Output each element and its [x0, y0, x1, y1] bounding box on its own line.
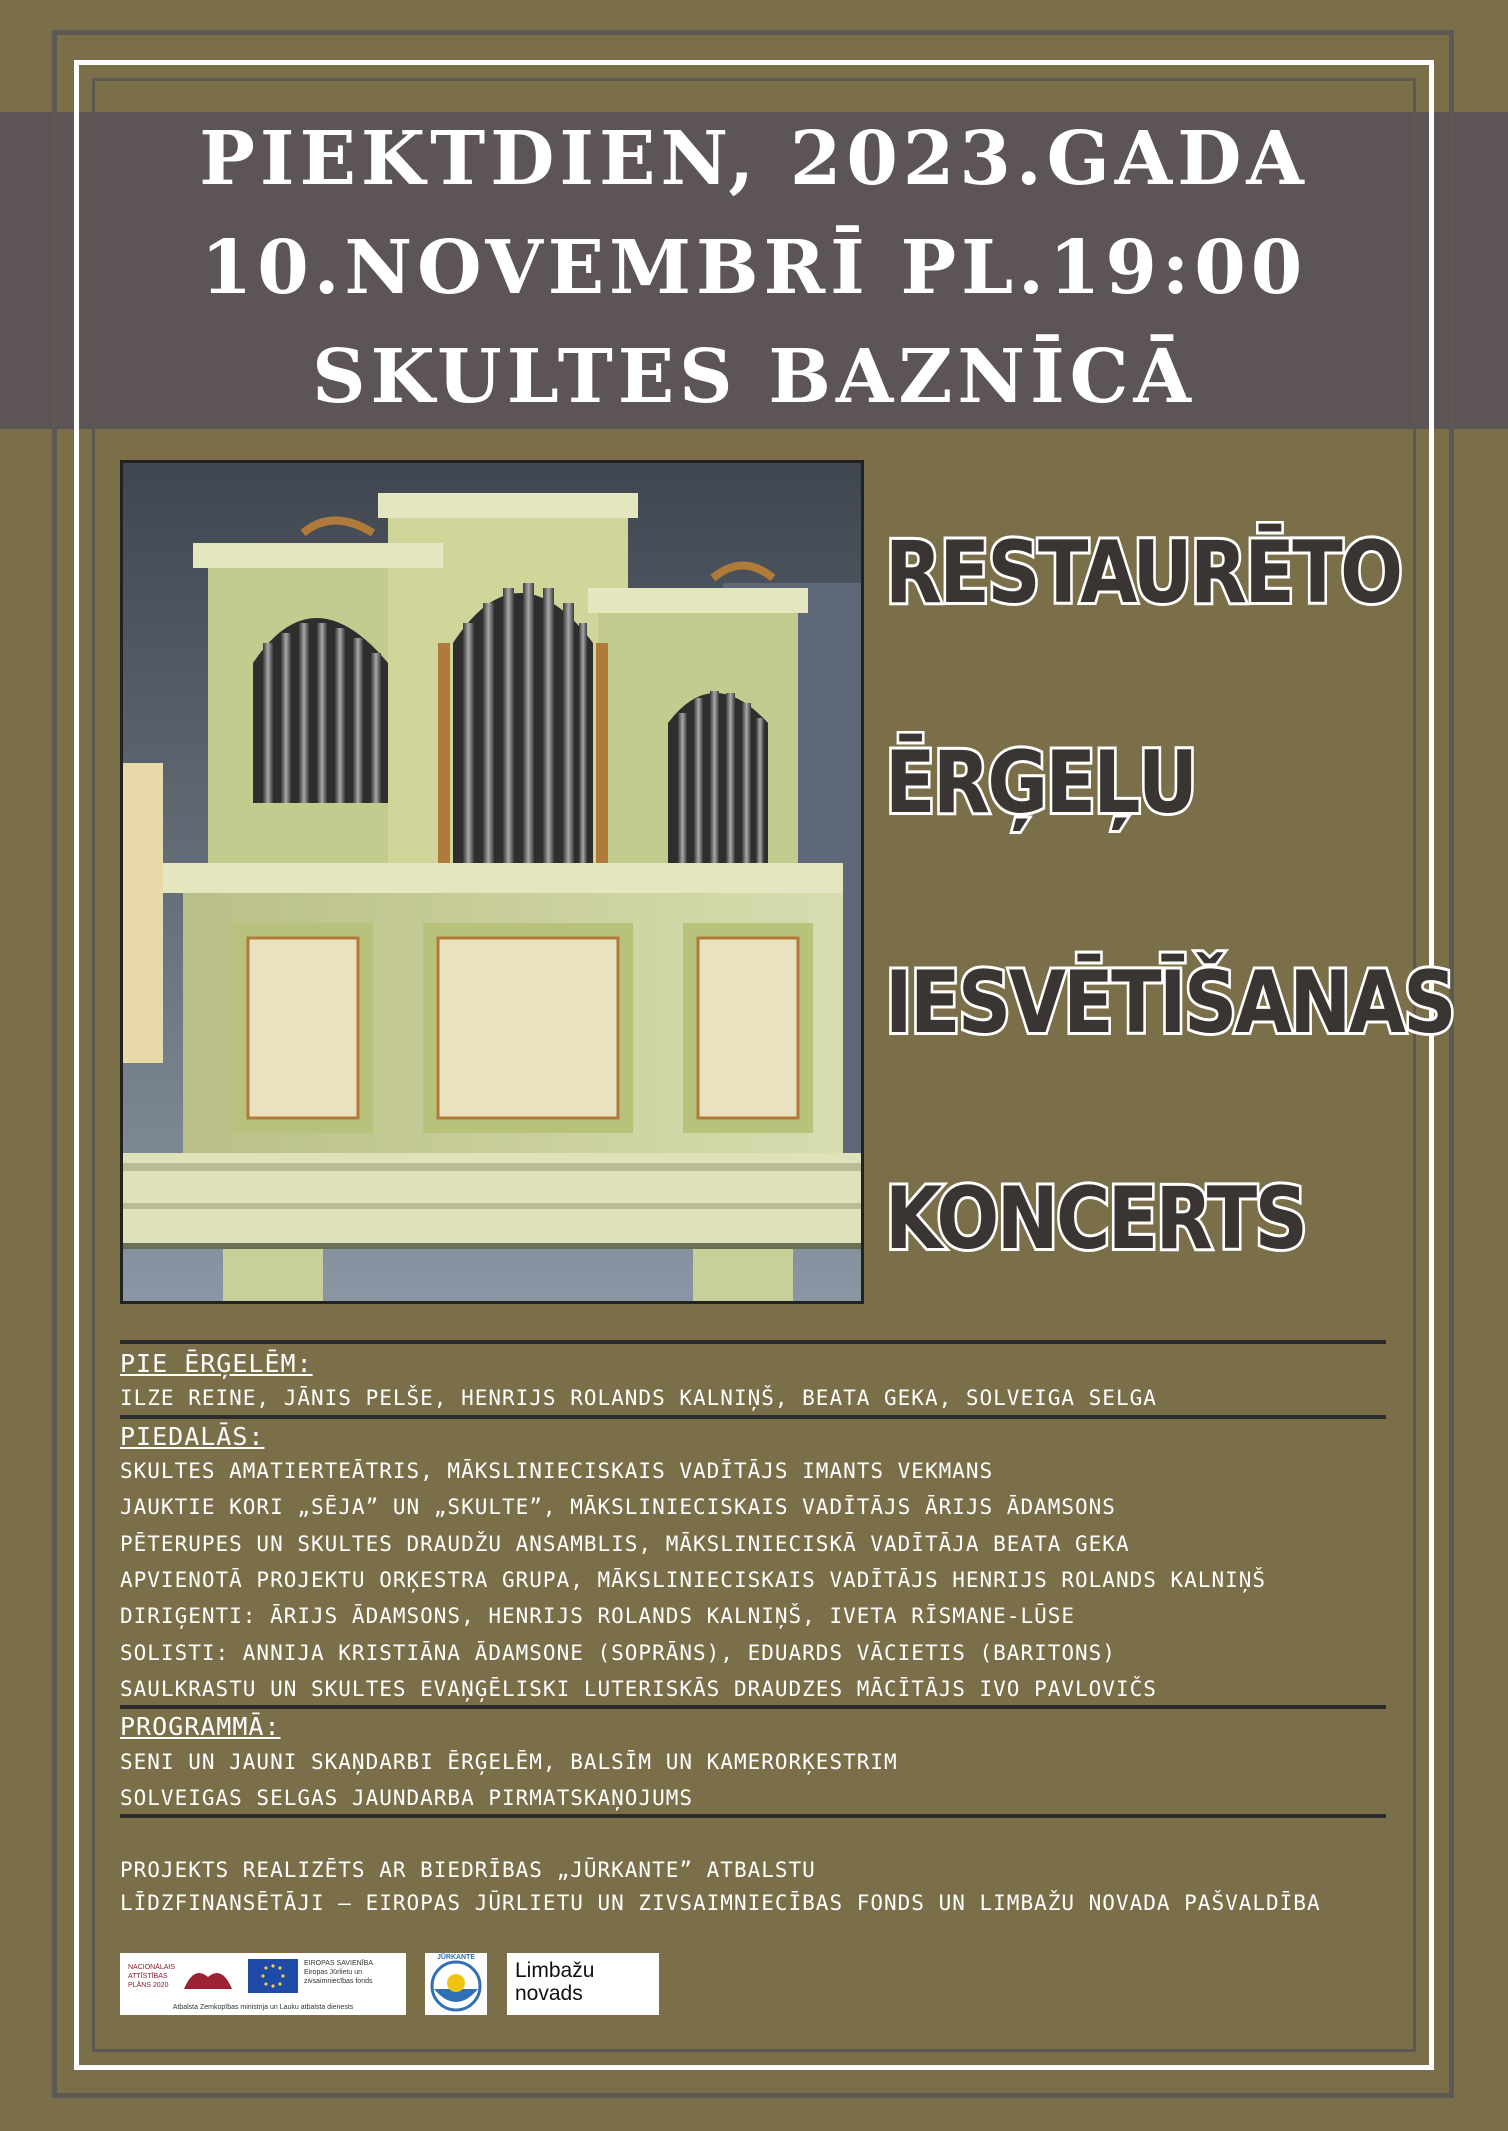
program-line: SOLVEIGAS SELGAS JAUNDARBA PIRMATSKAŅOJUMS	[120, 1786, 694, 1810]
participant-line: SAULKRASTU UN SKULTES EVAŅĢĒLISKI LUTERISKĀS DRAUDZES MĀCĪTĀJS IVO PAVLOVIČS	[120, 1677, 1157, 1701]
jurkante-text: JŪRKANTE	[436, 1954, 476, 1961]
footer-support: PROJEKTS REALIZĒTS AR BIEDRĪBAS „JŪRKANTE” ATBALSTU	[120, 1858, 816, 1882]
nap-emblem-icon	[182, 1963, 234, 1993]
header-time-line: 10.NOVEMBRĪ PL.19:00	[200, 225, 1308, 311]
eu-text: EIROPAS SAVIENĪBA Eiropas Jūrlietu un zivsaimniecības fonds	[304, 1960, 373, 1985]
limbazu-logo	[507, 1953, 659, 2015]
jurkante-logo	[425, 1953, 487, 2015]
ministry-text: Atbalsta Zemkopības ministrija un Lauku atbalsta dienests	[172, 2004, 354, 2011]
participant-line: SOLISTI: ANNIJA KRISTIĀNA ĀDAMSONE (SOPRĀNS), EDUARDS VĀCIETIS (BARITONS)	[120, 1641, 1116, 1665]
title-word-3: IESVĒTĪŠANAS	[885, 953, 1454, 1053]
program-heading: PROGRAMMĀ:	[120, 1712, 281, 1741]
divider	[120, 1814, 1386, 1818]
title-word-2: ĒRĢEĻU	[885, 733, 1196, 833]
organ-photo	[120, 460, 864, 1304]
participant-line: PĒTERUPES UN SKULTES DRAUDŽU ANSAMBLIS, MĀKSLINIECISKĀ VADĪTĀJA BEATA GEKA	[120, 1532, 1130, 1556]
header-venue-line: SKULTES BAZNĪCĀ	[312, 334, 1196, 420]
participant-line: JAUKTIE KORI „SĒJA” UN „SKULTE”, MĀKSLINIECISKAIS VADĪTĀJS ĀRIJS ĀDAMSONS	[120, 1495, 1116, 1519]
divider	[120, 1415, 1386, 1419]
program-line: SENI UN JAUNI SKAŅDARBI ĒRĢELĒM, BALSĪM UN KAMERORĶESTRIM	[120, 1750, 898, 1774]
title-word-1: RESTAURĒTO	[885, 523, 1401, 623]
participant-line: APVIENOTĀ PROJEKTU ORĶESTRA GRUPA, MĀKSLINIECISKAIS VADĪTĀJS HENRIJS ROLANDS KALNIŅŠ	[120, 1568, 1267, 1592]
limbazu-text: Limbažu novads	[515, 1959, 595, 2005]
nap-text: NACIONĀLAIS ATTĪSTĪBAS PLĀNS 2020	[128, 1964, 176, 1989]
nap-eu-logo	[120, 1953, 406, 2015]
divider	[120, 1340, 1386, 1344]
participants-heading: PIEDALĀS:	[120, 1422, 265, 1451]
participant-line: DIRIĢENTI: ĀRIJS ĀDAMSONS, HENRIJS ROLANDS KALNIŅŠ, IVETA RĪSMANE-LŪSE	[120, 1604, 1076, 1628]
organists-heading: PIE ĒRĢELĒM:	[120, 1349, 313, 1378]
divider	[120, 1705, 1386, 1709]
participant-line: SKULTES AMATIERTEĀTRIS, MĀKSLINIECISKAIS VADĪTĀJS IMANTS VEKMANS	[120, 1459, 994, 1483]
footer-cofunding: LĪDZFINANSĒTĀJI – EIROPAS JŪRLIETU UN ZIVSAIMNIECĪBAS FONDS UN LIMBAŽU NOVADA PAŠVALDĪBA	[120, 1891, 1321, 1915]
organists-list: ILZE REINE, JĀNIS PELŠE, HENRIJS ROLANDS KALNIŅŠ, BEATA GEKA, SOLVEIGA SELGA	[120, 1386, 1157, 1410]
eu-flag-icon	[248, 1959, 298, 1993]
title-word-4: KONCERTS	[885, 1169, 1306, 1269]
jurkante-emblem-icon	[425, 1953, 487, 2015]
header-date-line: PIEKTDIEN, 2023.GADA	[199, 116, 1309, 202]
